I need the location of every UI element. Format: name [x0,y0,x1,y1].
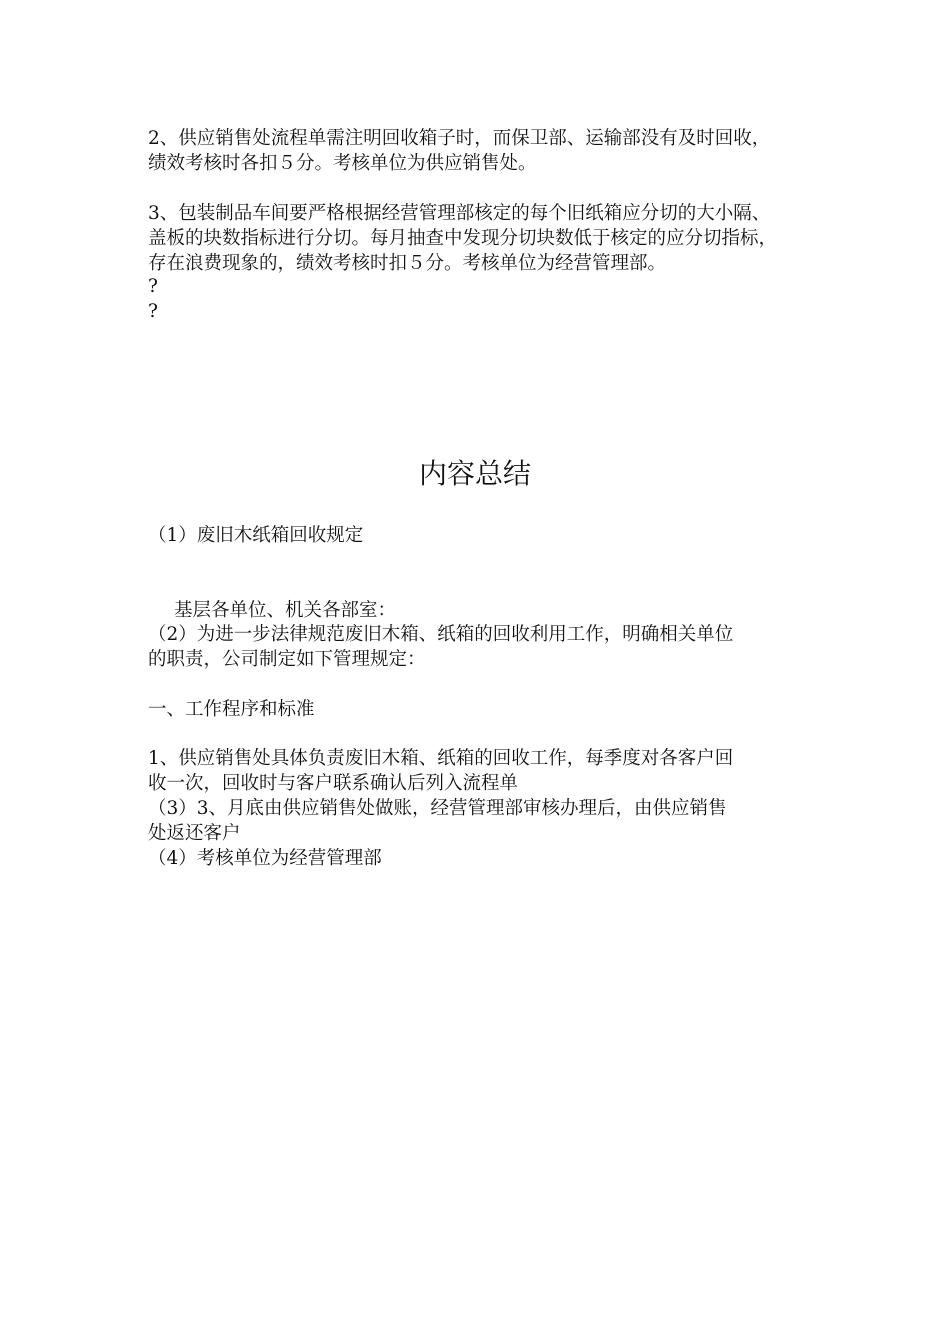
section-heading [148,697,808,722]
section-heading-text: 一、工作程序和标准 [148,699,315,720]
item-3-paragraph [148,201,808,276]
salutation [148,598,808,623]
point-4 [148,846,808,871]
question-mark-1: ? [148,276,158,297]
item-2-paragraph [148,126,808,176]
question-mark-2: ? [148,301,158,322]
point-1-text: （1）废旧木纸箱回收规定 [148,525,364,546]
point-1 [148,523,808,548]
rule-1-paragraph [148,746,808,796]
item-3-line-1: 3、包装制品车间要严格根据经营管理部核定的每个旧纸箱应分切的大小隔、 [148,203,771,224]
item-2-line-2: 绩效考核时各扣５分。考核单位为供应销售处。 [148,153,537,174]
point-3-line-1: （3）3、月底由供应销售处做账，经营管理部审核办理后，由供应销售 [148,798,727,819]
rule-1-line-2: 收一次，回收时与客户联系确认后列入流程单 [148,773,519,794]
item-2-line-1: 2、供应销售处流程单需注明回收箱子时，而保卫部、运输部没有及时回收， [148,128,771,149]
question-marks [148,274,808,324]
item-3-line-2: 盖板的块数指标进行分切。每月抽查中发现分切块数低于核定的应分切指标， [148,228,778,249]
point-4-text: （4）考核单位为经营管理部 [148,848,382,869]
salutation-text: 基层各单位、机关各部室： [174,600,397,621]
point-3-paragraph [148,796,808,846]
item-3-line-3: 存在浪费现象的，绩效考核时扣５分。考核单位为经营管理部。 [148,253,667,274]
point-2-paragraph [148,622,808,672]
summary-title: 内容总结 [418,457,531,490]
point-3-line-2: 处返还客户 [148,823,241,844]
point-2-line-1: （2）为进一步法律规范废旧木箱、纸箱的回收利用工作，明确相关单位 [148,624,734,645]
point-2-line-2: 的职责，公司制定如下管理规定： [148,649,426,670]
rule-1-line-1: 1、供应销售处具体负责废旧木箱、纸箱的回收工作，每季度对各客户回 [148,748,734,769]
